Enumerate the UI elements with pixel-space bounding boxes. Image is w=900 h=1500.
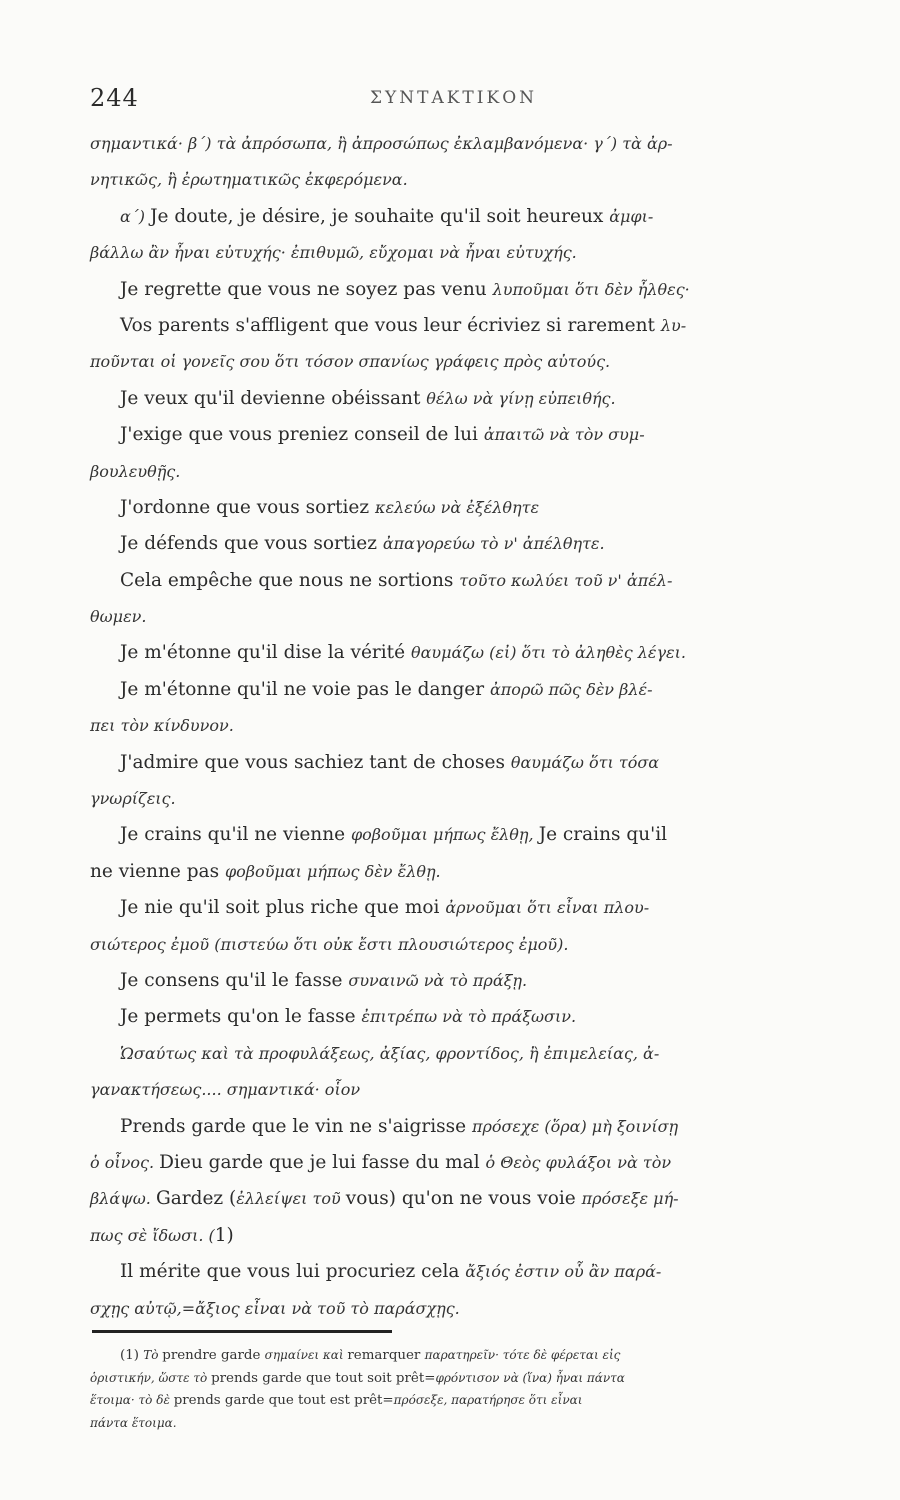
text-line: νητικῶς, ἢ ἐρωτηματικῶς ἐκφερόμενα. [90,170,408,190]
text-line: Je crains qu'il ne vienne φοβοῦμαι μήπως ἔλθῃ, Je crains qu'il [120,824,668,846]
text-line: ποῦνται οἱ γονεῖς σου ὅτι τόσον σπανίως γράφεις πρὸς αὐτούς. [90,352,611,372]
text-line: βουλευθῇς. [90,461,181,481]
text-line: γνωρίζεις. [90,789,176,809]
text-line: ὁ οἶνος. Dieu garde que je lui fasse du mal ὁ Θεὸς φυλάξοι νὰ τὸν [90,1151,672,1173]
text-line: J'exige que vous preniez conseil de lui ἀπαιτῶ νὰ τὸν συμ- [120,424,645,446]
page-header [90,84,850,124]
running-title: ΣΥΝΤΑΚΤΙΚΟΝ [370,88,537,108]
text-line: βλάψω. Gardez (ἐλλείψει τοῦ vous) qu'on ne vous voie πρόσεξε μή- [90,1188,679,1210]
text-line: α΄) Je doute, je désire, je souhaite qu'il soit heureux ἀμφι- [120,205,654,227]
text-line: J'admire que vous sachiez tant de choses θαυμάζω ὅτι τόσα [120,751,660,773]
text-line: Prends garde que le vin ne s'aigrisse πρόσεχε (ὅρα) μὴ ξοινίσῃ [120,1115,679,1137]
footnote-line: πάντα ἕτοιμα. [90,1415,177,1430]
text-line: Vos parents s'affligent que vous leur écriviez si rarement λυ- [120,314,687,336]
text-line: Ὡσαύτως καὶ τὰ προφυλάξεως, ἀξίας, φροντίδος, ἢ ἐπιμελείας, ἀ- [120,1043,660,1063]
text-line: Je regrette que vous ne soyez pas venu λυποῦμαι ὅτι δὲν ἦλθες· [120,278,690,300]
text-line: Je consens qu'il le fasse συναινῶ νὰ τὸ πράξῃ. [120,969,528,991]
text-line: ne vienne pas φοβοῦμαι μήπως δὲν ἔλθῃ. [90,860,441,882]
footnote-line: (1) Τὸ prendre garde σημαίνει καὶ remarquer παρατηρεῖν· τότε δὲ φέρεται εἰς [120,1348,621,1363]
footnote-line: ὁριστικήν, ὥστε τὸ prends garde que tout soit prêt=φρόντισον νὰ (ἵνα) ἦναι πάντα [90,1370,625,1386]
footnote-line: ἕτοιμα· τὸ δὲ prends garde que tout est prêt=πρόσεξε, παρατήρησε ὅτι εἶναι [90,1393,583,1408]
text-line: Je m'étonne qu'il ne voie pas le danger ἀπορῶ πῶς δὲν βλέ- [120,678,653,700]
text-line: σχῃς αὐτῷ,=ἄξιος εἶναι νὰ τοῦ τὸ παράσχῃς. [90,1298,460,1318]
text-line: σιώτερος ἐμοῦ (πιστεύω ὅτι οὐκ ἔστι πλουσιώτερος ἐμοῦ). [90,934,569,954]
text-line: σημαντικά· β΄) τὰ ἀπρόσωπα, ἢ ἀπροσώπως ἐκλαμβανόμενα· γ΄) τὰ ἀρ- [90,134,673,153]
text-line: γανακτήσεως.... σημαντικά· οἷον [90,1080,361,1100]
text-line: Il mérite que vous lui procuriez cela ἄξιός ἐστιν οὗ ἂν παρά- [120,1261,662,1283]
text-line: Je veux qu'il devienne obéissant θέλω νὰ γίνῃ εὐπειθής. [120,387,616,409]
footnote [90,1344,850,1434]
text-line: Je défends que vous sortiez ἀπαγορεύω τὸ ν' ἀπέλθητε. [120,533,605,555]
text-line: Je m'étonne qu'il dise la vérité θαυμάζω (εἰ) ὅτι τὸ ἀληθὲς λέγει. [120,642,686,664]
text-line: J'ordonne que vous sortiez κελεύω νὰ ἐξέλθητε [120,496,540,518]
text-line: πει τὸν κίνδυνον. [90,716,234,736]
text-line: θωμεν. [90,607,147,627]
text-line: Je nie qu'il soit plus riche que moi ἀρνοῦμαι ὅτι εἶναι πλου- [120,897,650,919]
page-number: 244 [90,84,139,112]
text-line: Je permets qu'on le fasse ἐπιτρέπω νὰ τὸ πράξωσιν. [120,1006,577,1028]
footnote-divider [92,1330,392,1333]
text-line: πως σὲ ἴδωσι. (1) [90,1224,234,1246]
text-line: βάλλω ἂν ἦναι εὐτυχής· ἐπιθυμῶ, εὔχομαι νὰ ἦναι εὐτυχής. [90,243,577,263]
main-text [90,126,850,1327]
text-line: Cela empêche que nous ne sortions τοῦτο κωλύει τοῦ ν' ἀπέλ- [120,569,673,591]
